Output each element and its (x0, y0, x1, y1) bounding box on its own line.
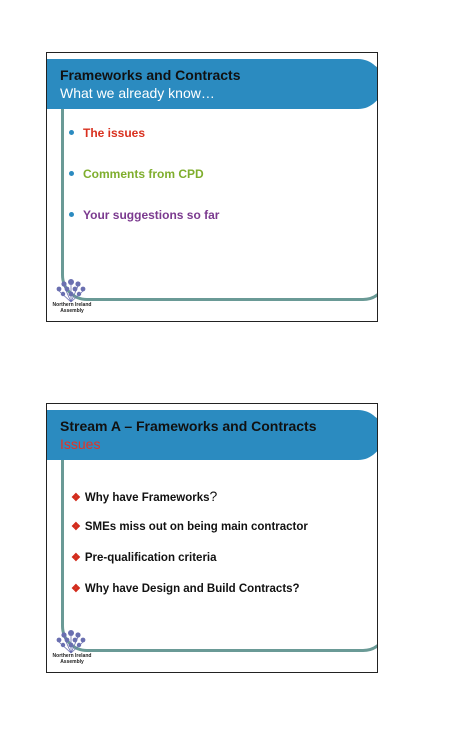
slide-1 (46, 52, 378, 322)
bullet-text: SMEs miss out on being main contractor (84, 521, 308, 533)
slide-2 (46, 403, 378, 673)
bullet-item (71, 550, 308, 581)
bullet-item (71, 519, 308, 550)
slide-title: Frameworks and Contracts (60, 67, 241, 83)
bullet-text: Why have Design and Build Contracts? (84, 583, 300, 595)
slide-title: Stream A – Frameworks and Contracts (60, 418, 317, 434)
diamond-star-bullet-icon: ❖ (71, 521, 81, 533)
bullet-item (65, 125, 219, 166)
bullet-item (65, 166, 219, 207)
assembly-logo (51, 628, 91, 668)
assembly-logo (51, 277, 91, 317)
bullet-item (65, 207, 219, 248)
logo-text: Northern Ireland Assembly (52, 302, 92, 314)
slide-subtitle: Issues (60, 436, 101, 452)
bullet-list (71, 488, 308, 612)
bullet-suffix: ? (209, 488, 218, 504)
dot-bullet-icon (69, 212, 74, 217)
bullet-text: Why have Frameworks (84, 492, 210, 504)
flax-flower-icon (53, 277, 89, 303)
bullet-text: Comments from CPD (83, 167, 204, 181)
slide-subtitle: What we already know… (60, 85, 215, 101)
title-banner (47, 59, 378, 109)
bullet-text: Pre-qualification criteria (84, 552, 217, 564)
dot-bullet-icon (69, 171, 74, 176)
flax-flower-icon (53, 628, 89, 654)
bullet-item (71, 581, 308, 612)
dot-bullet-icon (69, 130, 74, 135)
bullet-text: Your suggestions so far (83, 208, 220, 222)
title-banner (47, 410, 378, 460)
diamond-star-bullet-icon: ❖ (71, 492, 81, 504)
diamond-star-bullet-icon: ❖ (71, 583, 81, 595)
logo-text: Northern Ireland Assembly (52, 653, 92, 665)
bullet-item (71, 488, 308, 519)
diamond-star-bullet-icon: ❖ (71, 552, 81, 564)
bullet-list (65, 125, 219, 248)
bullet-text: The issues (83, 126, 146, 140)
